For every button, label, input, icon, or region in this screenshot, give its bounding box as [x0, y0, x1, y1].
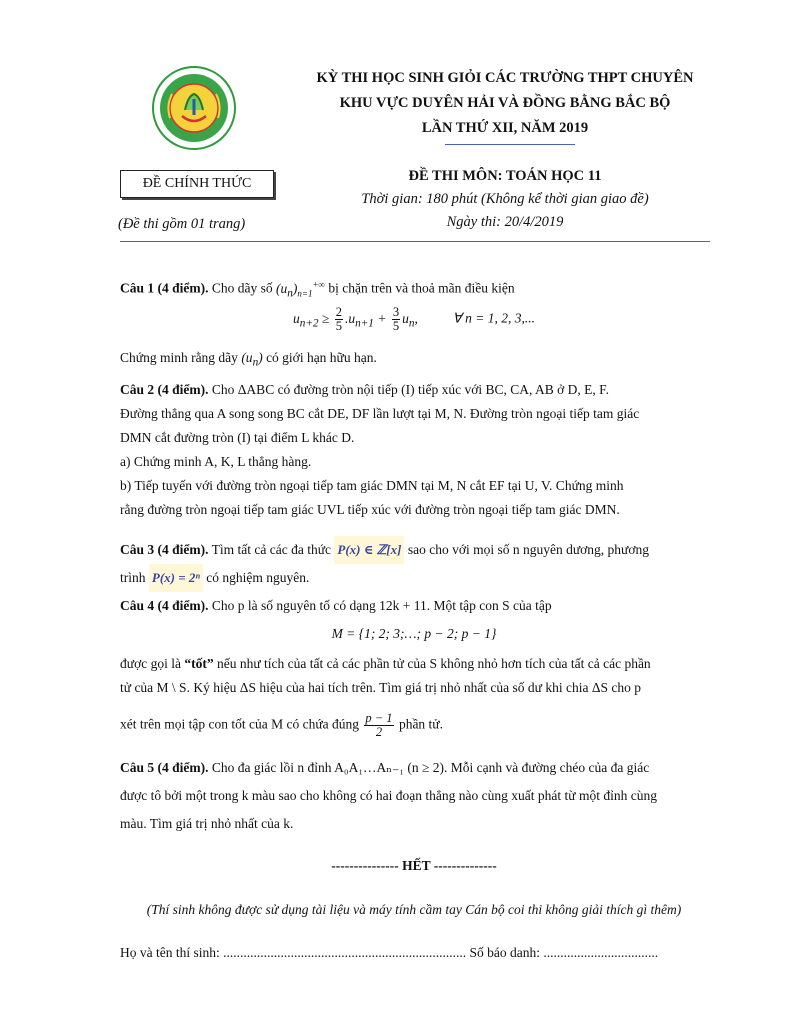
official-exam-box: ĐỀ CHÍNH THỨC — [120, 170, 274, 198]
q1-conclusion-a: Chứng minh rằng dãy — [120, 350, 238, 365]
footer-note: (Thí sinh không được sử dụng tài liệu và máy tính cầm tay Cán bộ coi thi không giải thích gì thêm) — [146, 902, 682, 917]
q3-label: Câu 3 (4 điểm). — [120, 542, 209, 557]
q2-part-a: a) Chứng minh A, K, L thẳng hàng. — [120, 454, 312, 469]
question-4 — [120, 594, 708, 618]
q2-text-1: Cho ΔABC có đường tròn nội tiếp (I) tiếp xúc với BC, CA, AB ở D, E, F. — [211, 382, 609, 397]
q5-label: Câu 5 (4 điểm). — [120, 760, 209, 775]
q4-text-2a: được gọi là — [120, 656, 181, 671]
q4-text-3: tử của M \ S. Ký hiệu ΔS hiệu của hai tích trên. Tìm giá trị nhỏ nhất của số dư khi chia ΔS cho p — [120, 680, 642, 695]
exam-duration: Thời gian: 180 phút (Không kể thời gian giao đề) — [361, 191, 649, 207]
question-5 — [120, 754, 708, 838]
school-logo — [152, 66, 236, 150]
header-line-2: KHU VỰC DUYÊN HẢI VÀ ĐỒNG BẰNG BẮC BỘ — [339, 95, 671, 111]
question-1 — [120, 272, 708, 305]
q5-text-2: được tô bởi một trong k màu sao cho không có hai đoạn thẳng nào cùng xuất phát từ một đỉnh cùng — [120, 788, 657, 803]
q4-label: Câu 4 (4 điểm). — [120, 598, 209, 613]
q3-text-1b: sao cho với mọi số n nguyên dương, phương — [407, 542, 650, 557]
q2-text-3: DMN cắt đường tròn (I) tại điểm L khác D. — [120, 430, 355, 445]
logo-emblem-icon — [152, 66, 236, 150]
q4-set: M = {1; 2; 3;…; p − 2; p − 1} — [331, 626, 497, 641]
q2-label: Câu 2 (4 điểm). — [120, 382, 209, 397]
q4-text-4a: xét trên mọi tập con tốt của M có chứa đúng — [120, 716, 359, 732]
name-field: ........................................................................ — [223, 945, 467, 960]
q2-part-b-2: rằng đường tròn ngoại tiếp tam giác UVL tiếp xúc với đường tròn ngoại tiếp tam giác DMN. — [120, 502, 620, 517]
name-label: Họ và tên thí sinh: — [120, 945, 220, 960]
q4-fraction — [364, 712, 393, 739]
q4-last-line — [120, 712, 708, 739]
q4-text-1: Cho p là số nguyên tố có dạng 12k + 11. Một tập con S của tập — [211, 598, 552, 613]
q1-sequence: $(u_n)_{n=1}^{+\infty}$ — [276, 279, 325, 300]
sbd-label: Số báo danh: — [469, 945, 540, 960]
q1-formula: $u_{n+2}$ ≥ $\frac{2}{5}$ $.u_{n+1}$ + $\frac{3}{5}$ $u_n$, ∀ n = 1, 2, 3,... — [292, 305, 536, 333]
header-line-3: LẦN THỨ XII, NĂM 2019 — [421, 120, 589, 136]
exam-date: Ngày thi: 20/4/2019 — [446, 214, 564, 230]
q3-text-2b: có nghiệm nguyên. — [206, 570, 310, 585]
q5-text-3: màu. Tìm giá trị nhỏ nhất của k. — [120, 816, 294, 831]
q1-text-b: bị chặn trên và thoả mãn điều kiện — [328, 280, 515, 296]
q4-frac-num: p − 1 — [365, 711, 393, 725]
q4-frac-den: 2 — [375, 725, 383, 739]
q1-conclusion-b: có giới hạn hữu hạn. — [266, 350, 377, 365]
q3-equation: P(x) = 2ⁿ — [149, 564, 203, 592]
q2-text-2: Đường thẳng qua A song song BC cắt DE, DF lần lượt tại M, N. Đường tròn ngoại tiếp tam giác — [120, 406, 640, 421]
q5-text-1: Cho đa giác lồi n đỉnh A₀A₁…Aₙ₋₁ (n ≥ 2). Mỗi cạnh và đường chéo của đa giác — [211, 760, 650, 775]
q3-text-1a: Tìm tất cả các đa thức — [211, 542, 332, 557]
header-underline — [445, 144, 575, 145]
end-marker: --------------- HẾT -------------- — [331, 858, 497, 873]
q4-body — [120, 652, 708, 700]
q4-text-4b: phần tử. — [398, 716, 443, 732]
question-3 — [120, 536, 708, 592]
q4-text-2b: nếu như tích của tất cả các phần tử của S không nhỏ hơn tích của tất cả các phần — [216, 656, 651, 671]
candidate-info — [120, 945, 708, 961]
question-2 — [120, 378, 708, 522]
q3-polynomial: P(x) ∈ ℤ[x] — [334, 536, 404, 564]
page-count: (Đề thi gồm 01 trang) — [118, 216, 246, 232]
q3-text-2a: trình — [120, 570, 146, 585]
q1-text-a: Cho dãy số — [211, 280, 273, 296]
q1-label: Câu 1 (4 điểm). — [120, 280, 209, 296]
exam-title: ĐỀ THI MÔN: TOÁN HỌC 11 — [408, 168, 602, 184]
q4-good: “tốt” — [184, 656, 214, 671]
sbd-field: .................................. — [543, 945, 659, 960]
q1-forall: ∀ n = 1, 2, 3,... — [452, 310, 536, 326]
header-line-1: KỲ THI HỌC SINH GIỎI CÁC TRƯỜNG THPT CHUYÊN — [316, 70, 694, 86]
q1-conclusion: Chứng minh rằng dãy $(u_n)$ có giới hạn hữu hạn. — [120, 350, 377, 369]
q2-part-b-1: b) Tiếp tuyến với đường tròn ngoại tiếp tam giác DMN tại M, N cắt EF tại U, V. Chứng minh — [120, 478, 624, 493]
header-divider — [120, 241, 710, 242]
